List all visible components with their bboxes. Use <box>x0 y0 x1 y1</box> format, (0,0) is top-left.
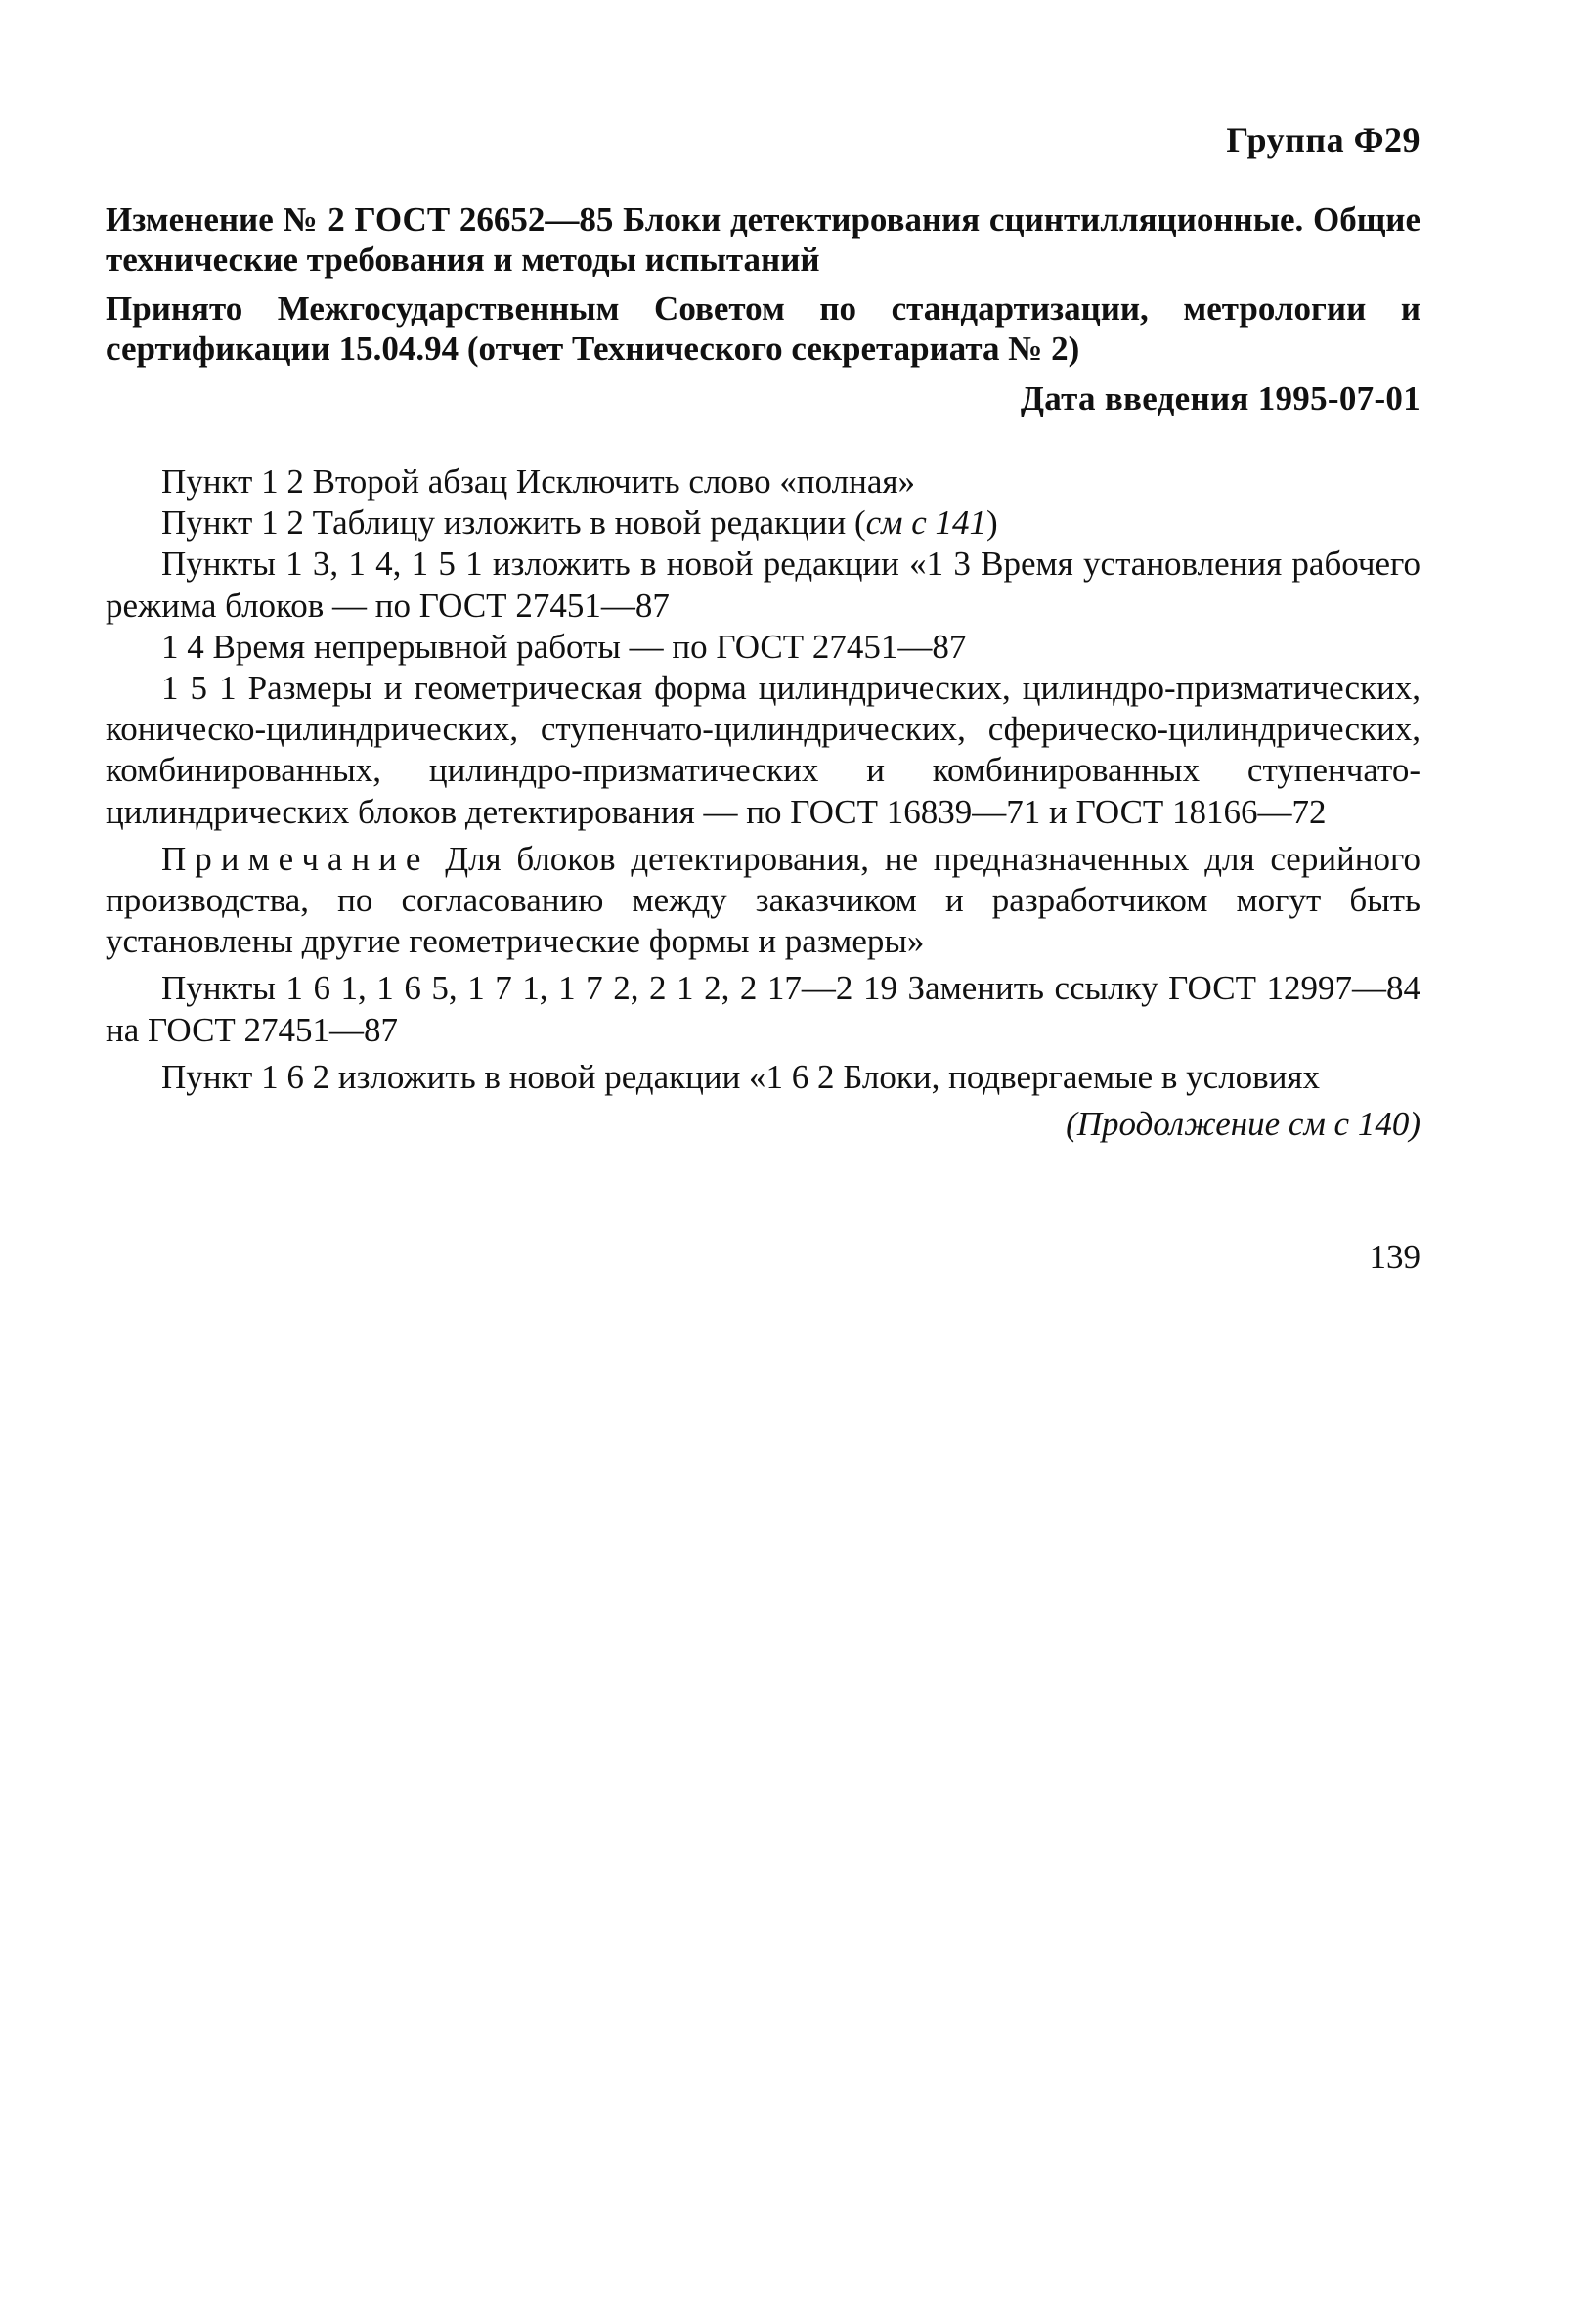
paragraph-2 <box>106 503 1420 544</box>
paragraph-2-text: Пункт 1 2 Таблицу изложить в новой редакции ( <box>161 504 866 543</box>
paragraph-8: Пункт 1 6 2 изложить в новой редакции «1 6 2 Блоки, подвергаемые в условиях <box>161 1057 1321 1096</box>
paragraph-7: Пункты 1 6 1, 1 6 5, 1 7 1, 1 7 2, 2 1 2, 2 17—2 19 Заменить ссылку ГОСТ 12997—84 на ГОСТ 27451—87 <box>106 969 1420 1049</box>
paragraph-4: 1 4 Время непрерывной работы — по ГОСТ 27451—87 <box>161 627 967 666</box>
group-label: Группа Ф29 <box>1226 120 1420 159</box>
note-text: Для блоков детектирования, не предназначенных для серийного производства, по согласованию между заказчиком и разработчиком могут быть установлены другие геометрические формы и размеры» <box>106 839 1420 961</box>
document-body <box>106 461 1420 1145</box>
document-page <box>106 0 1420 2324</box>
continuation-note: (Продолжение см с 140) <box>1066 1105 1420 1144</box>
paragraph-5: 1 5 1 Размеры и геометрическая форма цилиндрических, цилиндро-призматических, коническо-цилиндрических, ступенчато-цилиндрических, сферическо-цилиндрических, комбинированных, цилиндро-призматических и комбинированных ступенчато-цилиндрических блоков детектирования — по ГОСТ 16839—71 и ГОСТ 18166—72 <box>106 669 1420 831</box>
paragraph-2-end: ) <box>986 504 998 543</box>
introduction-date: Дата введения 1995-07-01 <box>1020 379 1420 417</box>
note-paragraph <box>106 839 1420 963</box>
page-number: 139 <box>1369 1238 1420 1276</box>
note-label: Примечание <box>161 839 430 878</box>
page-reference: см с 141 <box>865 504 987 543</box>
accepted-by: Принято Межгосударственным Советом по стандартизации, метрологии и сертификации 15.04.94 (отчет Технического секретариата № 2) <box>106 289 1420 368</box>
paragraph-3: Пункты 1 3, 1 4, 1 5 1 изложить в новой редакции «1 3 Время установления рабочего режима блоков — по ГОСТ 27451—87 <box>106 545 1420 625</box>
paragraph-1: Пункт 1 2 Второй абзац Исключить слово «полная» <box>161 462 916 501</box>
change-title: Изменение № 2 ГОСТ 26652—85 Блоки детектирования сцинтилляционные. Общие технические требования и методы испытаний <box>106 200 1420 279</box>
